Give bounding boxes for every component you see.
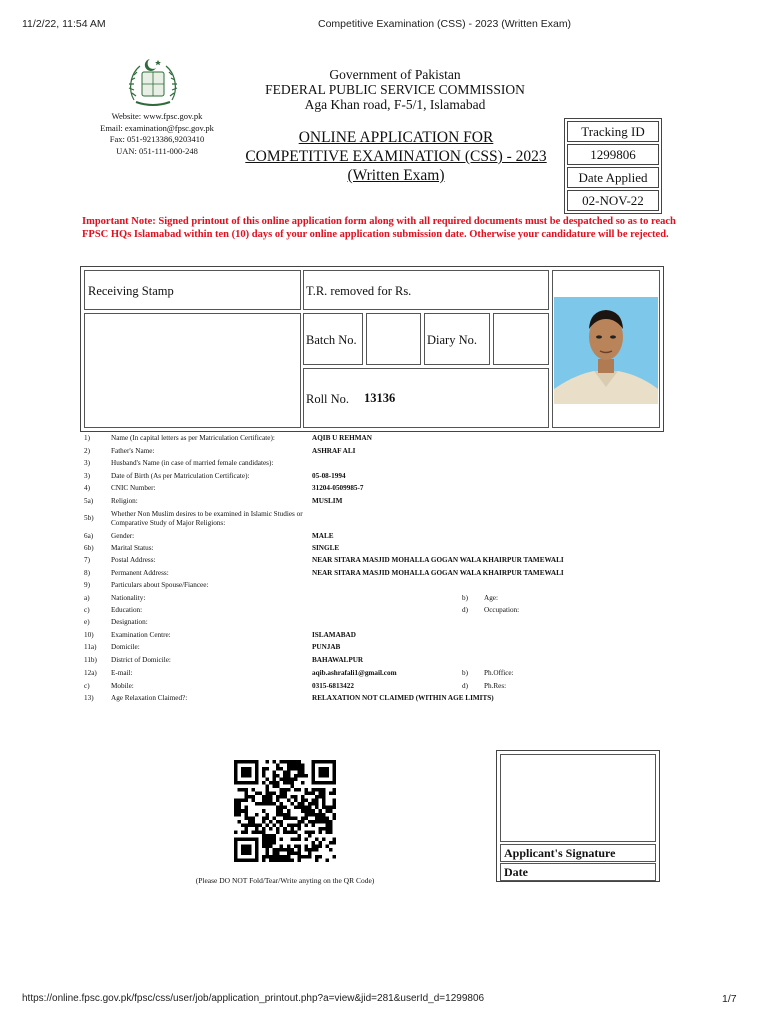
- print-url: https://online.fpsc.gov.pk/fpsc/css/user/job/application_printout.php?a=view&jid=281&userId_d=1299806: [22, 993, 485, 1004]
- signature-box: [496, 750, 660, 882]
- field-number: 11b): [84, 656, 97, 664]
- field-label: District of Domicile:: [111, 656, 171, 664]
- website-text: Website: www.fpsc.gov.pk: [111, 111, 203, 121]
- field-number: 4): [84, 484, 90, 492]
- date-applied-label: Date Applied: [567, 167, 659, 188]
- signature-date-label: Date: [500, 863, 656, 881]
- field-number: 11a): [84, 643, 97, 651]
- field-number: 9): [84, 581, 90, 589]
- field-label: Domicile:: [111, 643, 140, 651]
- field-label: Examination Centre:: [111, 631, 171, 639]
- title-line-1: ONLINE APPLICATION FOR: [298, 129, 494, 146]
- tr-removed-label: T.R. removed for Rs.: [306, 284, 412, 298]
- field-value: PUNJAB: [312, 643, 341, 651]
- field-value: 0315-6813422: [312, 682, 354, 690]
- commission-heading: FEDERAL PUBLIC SERVICE COMMISSION: [265, 82, 525, 97]
- field-label: Nationality:: [111, 594, 146, 602]
- email-text: Email: examination@fpsc.gov.pk: [100, 122, 214, 133]
- field-number: c): [84, 606, 90, 614]
- field-value: 31204-0509985-7: [312, 484, 364, 492]
- field-label: Education:: [111, 606, 143, 614]
- field-value: NEAR SITARA MASJID MOHALLA GOGAN WALA KHAIRPUR TAMEWALI: [312, 569, 564, 577]
- field-value: aqib.ashrafali1@gmail.com: [312, 669, 397, 677]
- field-label: Whether Non Muslim desires to be examined in Islamic Studies or Comparative Study of Major Religions:: [111, 510, 303, 527]
- title-line-2: COMPETITIVE EXAMINATION (CSS) - 2023: [245, 148, 547, 165]
- field-value: SINGLE: [312, 544, 340, 552]
- commission-address: Aga Khan road, F-5/1, Islamabad: [304, 97, 486, 112]
- field-label: Postal Address:: [111, 556, 156, 564]
- uan-text: UAN: 051-111-000-248: [116, 145, 198, 156]
- field-number: c): [84, 682, 90, 690]
- field-number: 13): [84, 694, 94, 702]
- field-label: Date of Birth (As per Matriculation Certificate):: [111, 472, 250, 480]
- field-value: AQIB U REHMAN: [312, 434, 372, 442]
- field-number-secondary: d): [462, 606, 468, 614]
- diary-no-label: Diary No.: [427, 333, 477, 347]
- field-value: ISLAMABAD: [312, 631, 356, 639]
- field-number: 1): [84, 434, 90, 442]
- field-label-secondary: Occupation:: [484, 606, 520, 614]
- field-label: Husband's Name (in case of married female candidates):: [111, 459, 274, 467]
- print-datetime: 11/2/22, 11:54 AM: [22, 18, 106, 30]
- applicant-signature-label: Applicant's Signature: [500, 844, 656, 862]
- field-number: 5a): [84, 497, 94, 505]
- print-page-number: 1/7: [722, 993, 737, 1005]
- tracking-table: [564, 118, 662, 214]
- field-number: 6a): [84, 532, 94, 540]
- field-value: 05-08-1994: [312, 472, 346, 480]
- tracking-id-label: Tracking ID: [567, 121, 659, 142]
- field-number: 3): [84, 459, 90, 467]
- qr-caption: (Please DO NOT Fold/Tear/Write anyting on the QR Code): [195, 876, 375, 885]
- receiving-stamp-area: [84, 313, 301, 428]
- field-value: ASHRAF ALI: [312, 447, 356, 455]
- field-label: Permanent Address:: [111, 569, 169, 577]
- roll-no-value: 13136: [364, 391, 396, 405]
- signature-area: [500, 754, 656, 842]
- field-value: RELAXATION NOT CLAIMED (WITHIN AGE LIMITS): [312, 694, 494, 702]
- field-label: Age Relaxation Claimed?:: [111, 694, 188, 702]
- print-page-title: Competitive Examination (CSS) - 2023 (Written Exam): [318, 18, 572, 30]
- field-value: MUSLIM: [312, 497, 343, 505]
- fax-text: Fax: 051-9213386,9203410: [109, 134, 205, 144]
- field-number: 10): [84, 631, 94, 639]
- field-value: NEAR SITARA MASJID MOHALLA GOGAN WALA KHAIRPUR TAMEWALI: [312, 556, 564, 564]
- field-label: Name (In capital letters as per Matriculation Certificate):: [111, 434, 275, 442]
- receiving-stamp-label: Receiving Stamp: [88, 284, 174, 298]
- applicant-photo: [554, 297, 658, 404]
- field-number: 8): [84, 569, 90, 577]
- title-line-3: (Written Exam): [347, 167, 445, 184]
- field-label: E-mail:: [111, 669, 133, 677]
- qr-code: [234, 760, 336, 862]
- field-value: BAHAWALPUR: [312, 656, 364, 664]
- field-number-secondary: b): [462, 594, 468, 602]
- field-label: CNIC Number:: [111, 484, 156, 492]
- field-label-secondary: Ph.Res:: [484, 682, 507, 690]
- field-label-secondary: Ph.Office:: [484, 669, 514, 677]
- field-label: Mobile:: [111, 682, 134, 690]
- gov-heading: Government of Pakistan: [329, 67, 461, 82]
- field-number-secondary: b): [462, 669, 468, 677]
- field-label: Designation:: [111, 618, 148, 626]
- field-number: 7): [84, 556, 90, 564]
- field-number-secondary: d): [462, 682, 468, 690]
- field-label: Particulars about Spouse/Fiancee:: [111, 581, 209, 589]
- field-label: Gender:: [111, 532, 135, 540]
- batch-no-label: Batch No.: [306, 333, 357, 347]
- field-label: Religion:: [111, 497, 138, 505]
- field-number: 2): [84, 447, 90, 455]
- field-label-secondary: Age:: [484, 594, 498, 602]
- field-number: 6b): [84, 544, 94, 552]
- batch-no-value-cell: [366, 313, 421, 365]
- field-number: 12a): [84, 669, 97, 677]
- field-number: 3): [84, 472, 90, 480]
- field-number: a): [84, 594, 90, 602]
- diary-no-value-cell: [493, 313, 549, 365]
- field-number: 5b): [84, 514, 94, 522]
- important-note: Important Note: Signed printout of this online application form along with all required documents must be despatched so as to reach FPSC HQs Islamabad within ten (10) days of your online application submission date. Otherwise your candidature will be rejected.: [82, 216, 676, 240]
- date-applied-value: 02-NOV-22: [567, 190, 659, 211]
- field-label: Father's Name:: [111, 447, 155, 455]
- roll-no-label: Roll No.: [306, 392, 350, 406]
- field-value: MALE: [312, 532, 334, 540]
- field-label: Marital Status:: [111, 544, 154, 552]
- tracking-id-value: 1299806: [567, 144, 659, 165]
- state-emblem-icon: [126, 56, 180, 108]
- field-number: e): [84, 618, 90, 626]
